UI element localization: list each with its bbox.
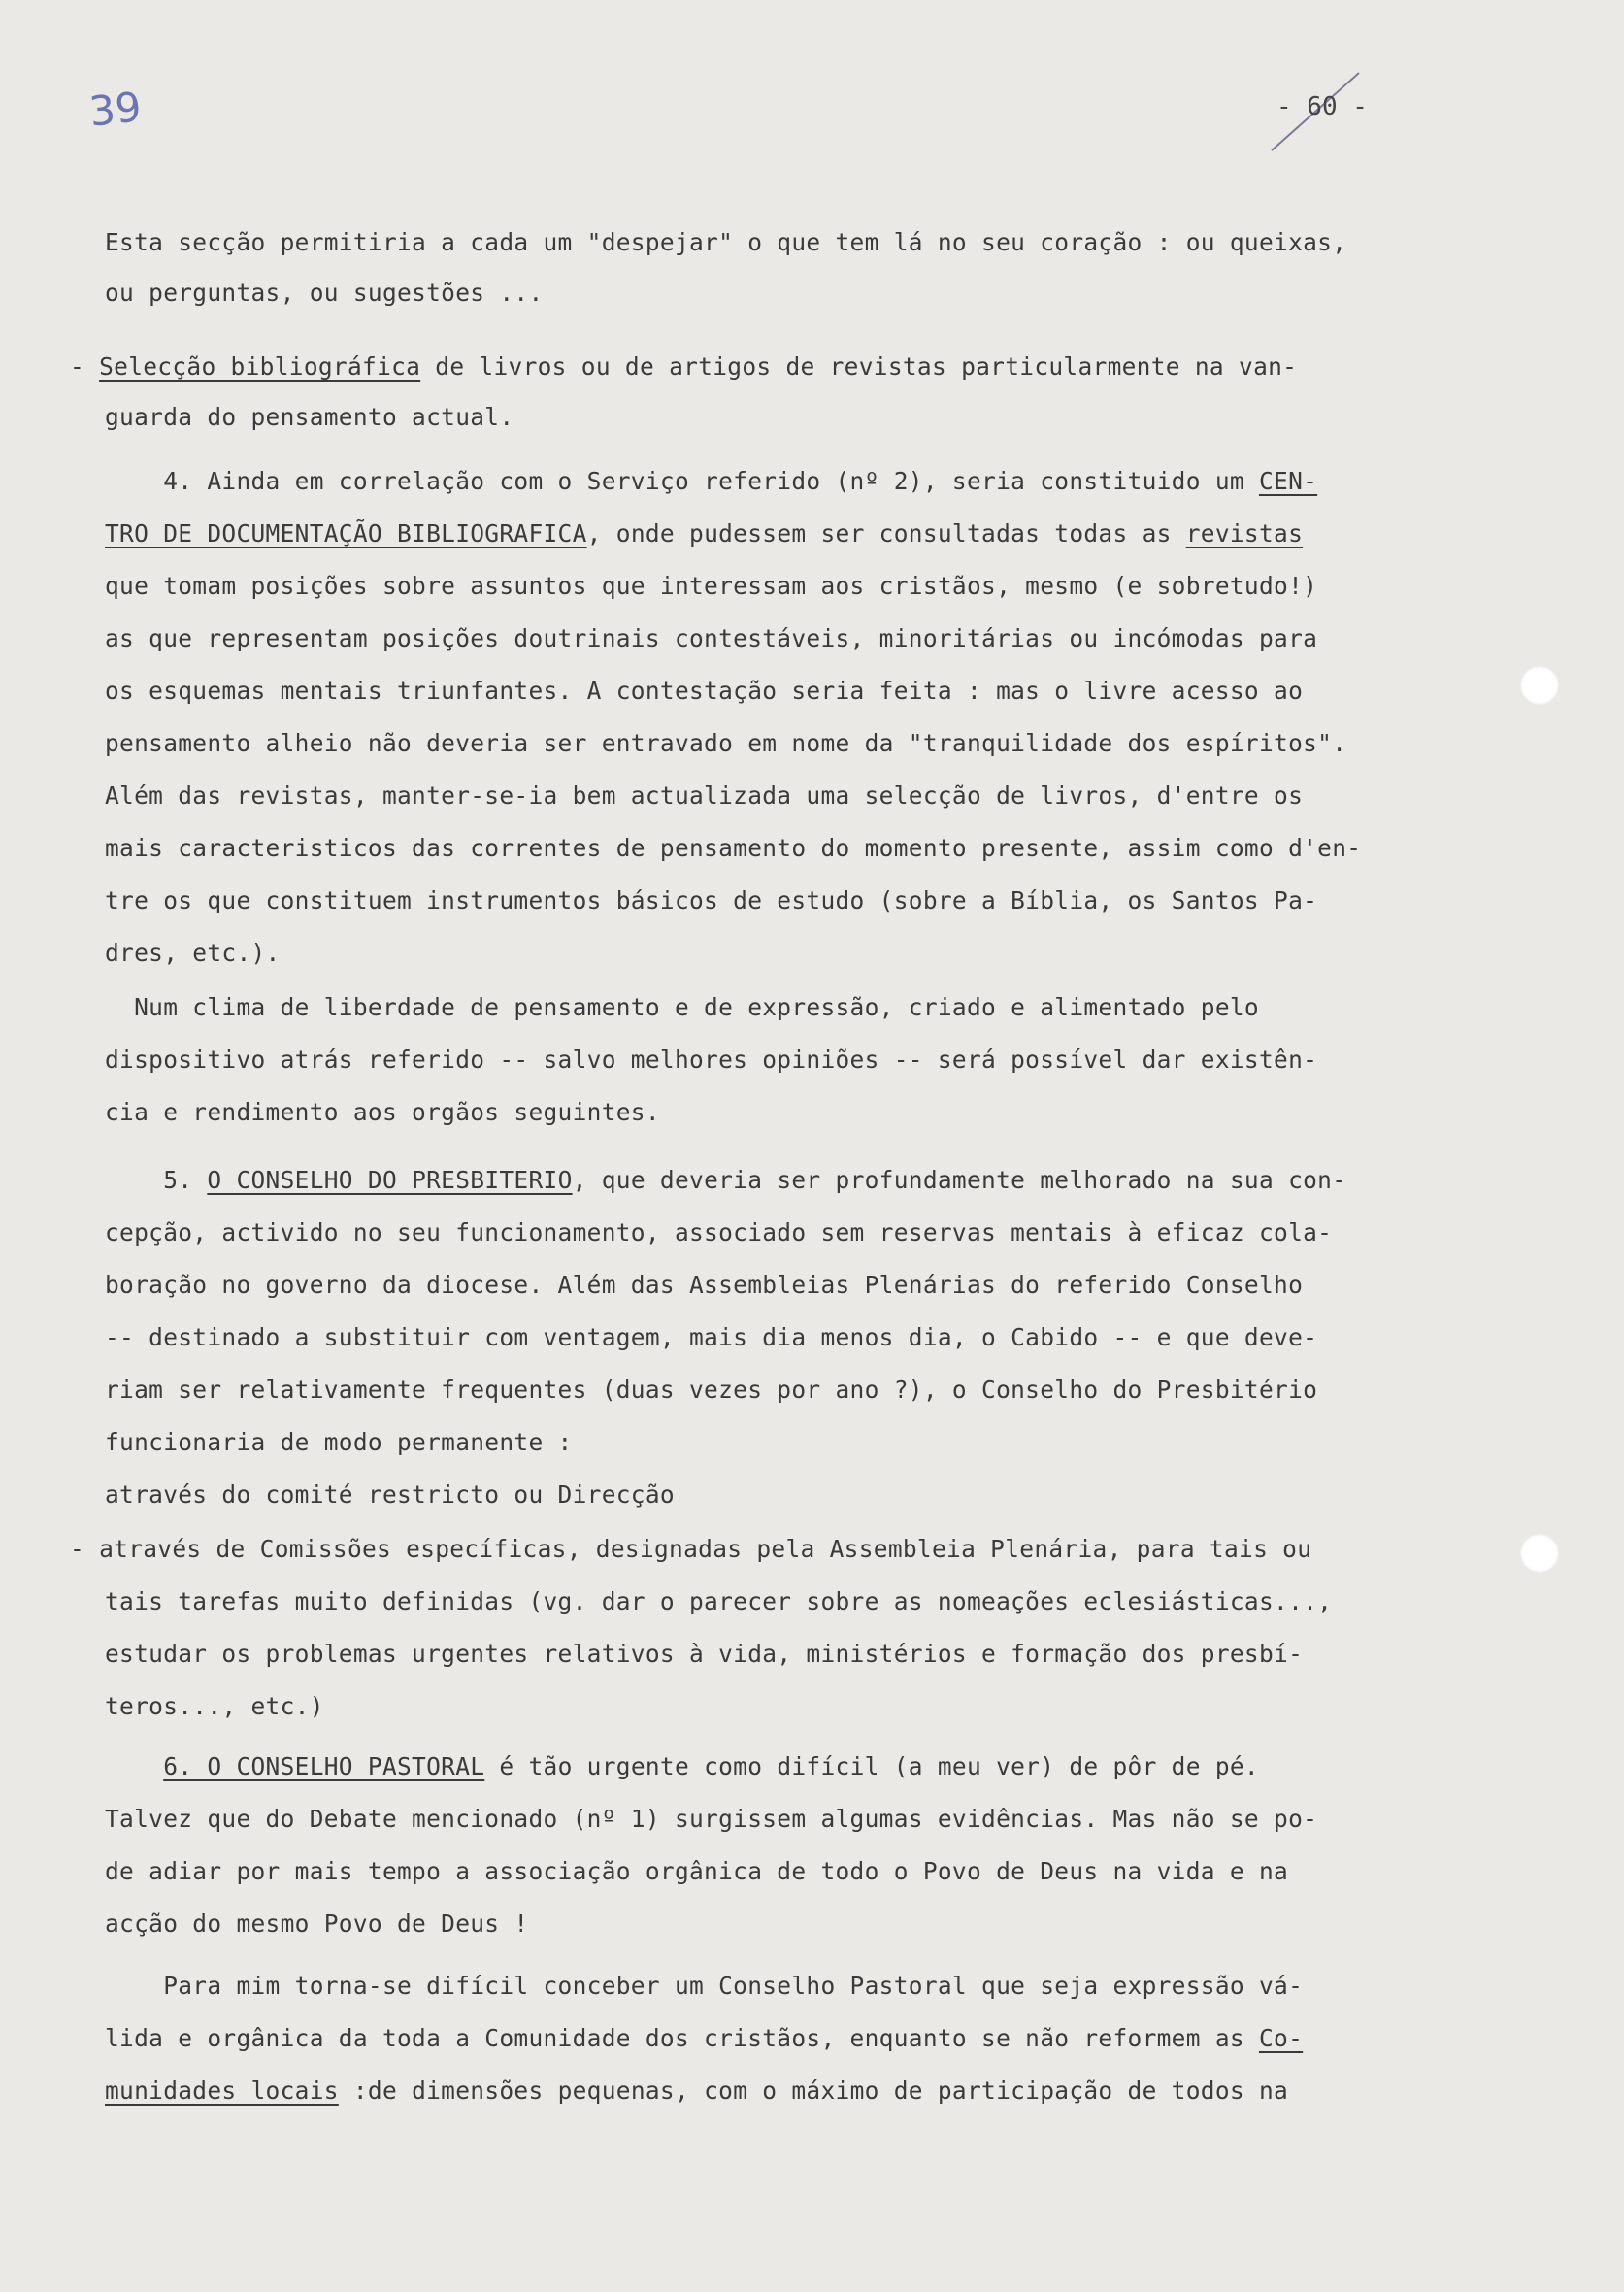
text-line: teros..., etc.)	[105, 1692, 324, 1720]
text-line: Num clima de liberdade de pensamento e de expressão, criado e alimentado pelo	[105, 993, 1259, 1021]
text-line: Para mim torna-se difícil conceber um Conselho Pastoral que seja expressão vá-	[105, 1972, 1304, 2000]
text-line: munidades locais :de dimensões pequenas, com o máximo de participação de todos na	[105, 2076, 1289, 2105]
text-line: Esta secção permitiria a cada um "despejar" o que tem lá no seu coração : ou queixas,	[105, 228, 1347, 256]
text-line: mais caracteristicos das correntes de pensamento do momento presente, assim como d'en-	[105, 834, 1362, 862]
text-line: 6. O CONSELHO PASTORAL é tão urgente como difícil (a meu ver) de pôr de pé.	[163, 1752, 1259, 1780]
text-line: através do comité restricto ou Direcção	[105, 1480, 675, 1509]
text-line: cepção, activido no seu funcionamento, associado sem reservas mentais à eficaz cola-	[105, 1218, 1333, 1246]
text-line: riam ser relativamente frequentes (duas vezes por ano ?), o Conselho do Presbitério	[105, 1376, 1318, 1404]
text-line: tais tarefas muito definidas (vg. dar o parecer sobre as nomeações eclesiásticas...,	[105, 1587, 1333, 1615]
text-line: - através de Comissões específicas, designadas pela Assembleia Plenária, para tais ou	[70, 1535, 1312, 1563]
text-line: estudar os problemas urgentes relativos à vida, ministérios e formação dos presbí-	[105, 1640, 1304, 1668]
text-line: as que representam posições doutrinais contestáveis, minoritárias ou incómodas para	[105, 624, 1318, 652]
text-line: acção do mesmo Povo de Deus !	[105, 1910, 529, 1938]
punch-hole-top	[1520, 666, 1559, 705]
text-line: Talvez que do Debate mencionado (nº 1) surgissem algumas evidências. Mas não se po-	[105, 1805, 1318, 1833]
text-line: TRO DE DOCUMENTAÇÃO BIBLIOGRAFICA, onde pudessem ser consultadas todas as revistas	[105, 519, 1304, 548]
text-line: Além das revistas, manter-se-ia bem actualizada uma selecção de livros, d'entre os	[105, 781, 1304, 810]
text-line: cia e rendimento aos orgãos seguintes.	[105, 1098, 660, 1126]
page-number: - 60 -	[1276, 92, 1368, 121]
text-line: os esquemas mentais triunfantes. A contestação seria feita : mas o livre acesso ao	[105, 677, 1304, 705]
text-line: pensamento alheio não deveria ser entravado em nome da "tranquilidade dos espíritos".	[105, 729, 1347, 757]
handwritten-folio-number: 39	[86, 83, 144, 136]
text-line: tre os que constituem instrumentos básicos de estudo (sobre a Bíblia, os Santos Pa-	[105, 886, 1318, 914]
punch-hole-bottom	[1520, 1534, 1559, 1573]
text-line: que tomam posições sobre assuntos que interessam aos cristãos, mesmo (e sobretudo!)	[105, 572, 1318, 600]
text-line: -- destinado a substituir com ventagem, mais dia menos dia, o Cabido -- e que deve-	[105, 1323, 1318, 1351]
text-line: funcionaria de modo permanente :	[105, 1428, 573, 1456]
text-line: - Selecção bibliográfica de livros ou de artigos de revistas particularmente na van-	[70, 352, 1298, 381]
text-line: 4. Ainda em correlação com o Serviço referido (nº 2), seria constituido um CEN-	[105, 467, 1318, 495]
text-line: boração no governo da diocese. Além das Assembleias Plenárias do referido Conselho	[105, 1271, 1304, 1299]
text-line: dispositivo atrás referido -- salvo melhores opiniões -- será possível dar existên-	[105, 1046, 1318, 1074]
text-line: 5. O CONSELHO DO PRESBITERIO, que deveria ser profundamente melhorado na sua con-	[105, 1166, 1347, 1194]
text-line: dres, etc.).	[105, 939, 281, 967]
text-line: guarda do pensamento actual.	[105, 403, 514, 431]
text-line: de adiar por mais tempo a associação orgânica de todo o Povo de Deus na vida e na	[105, 1857, 1289, 1885]
text-line: ou perguntas, ou sugestões ...	[105, 279, 544, 307]
text-line: lida e orgânica da toda a Comunidade dos cristãos, enquanto se não reformem as Co-	[105, 2024, 1304, 2052]
